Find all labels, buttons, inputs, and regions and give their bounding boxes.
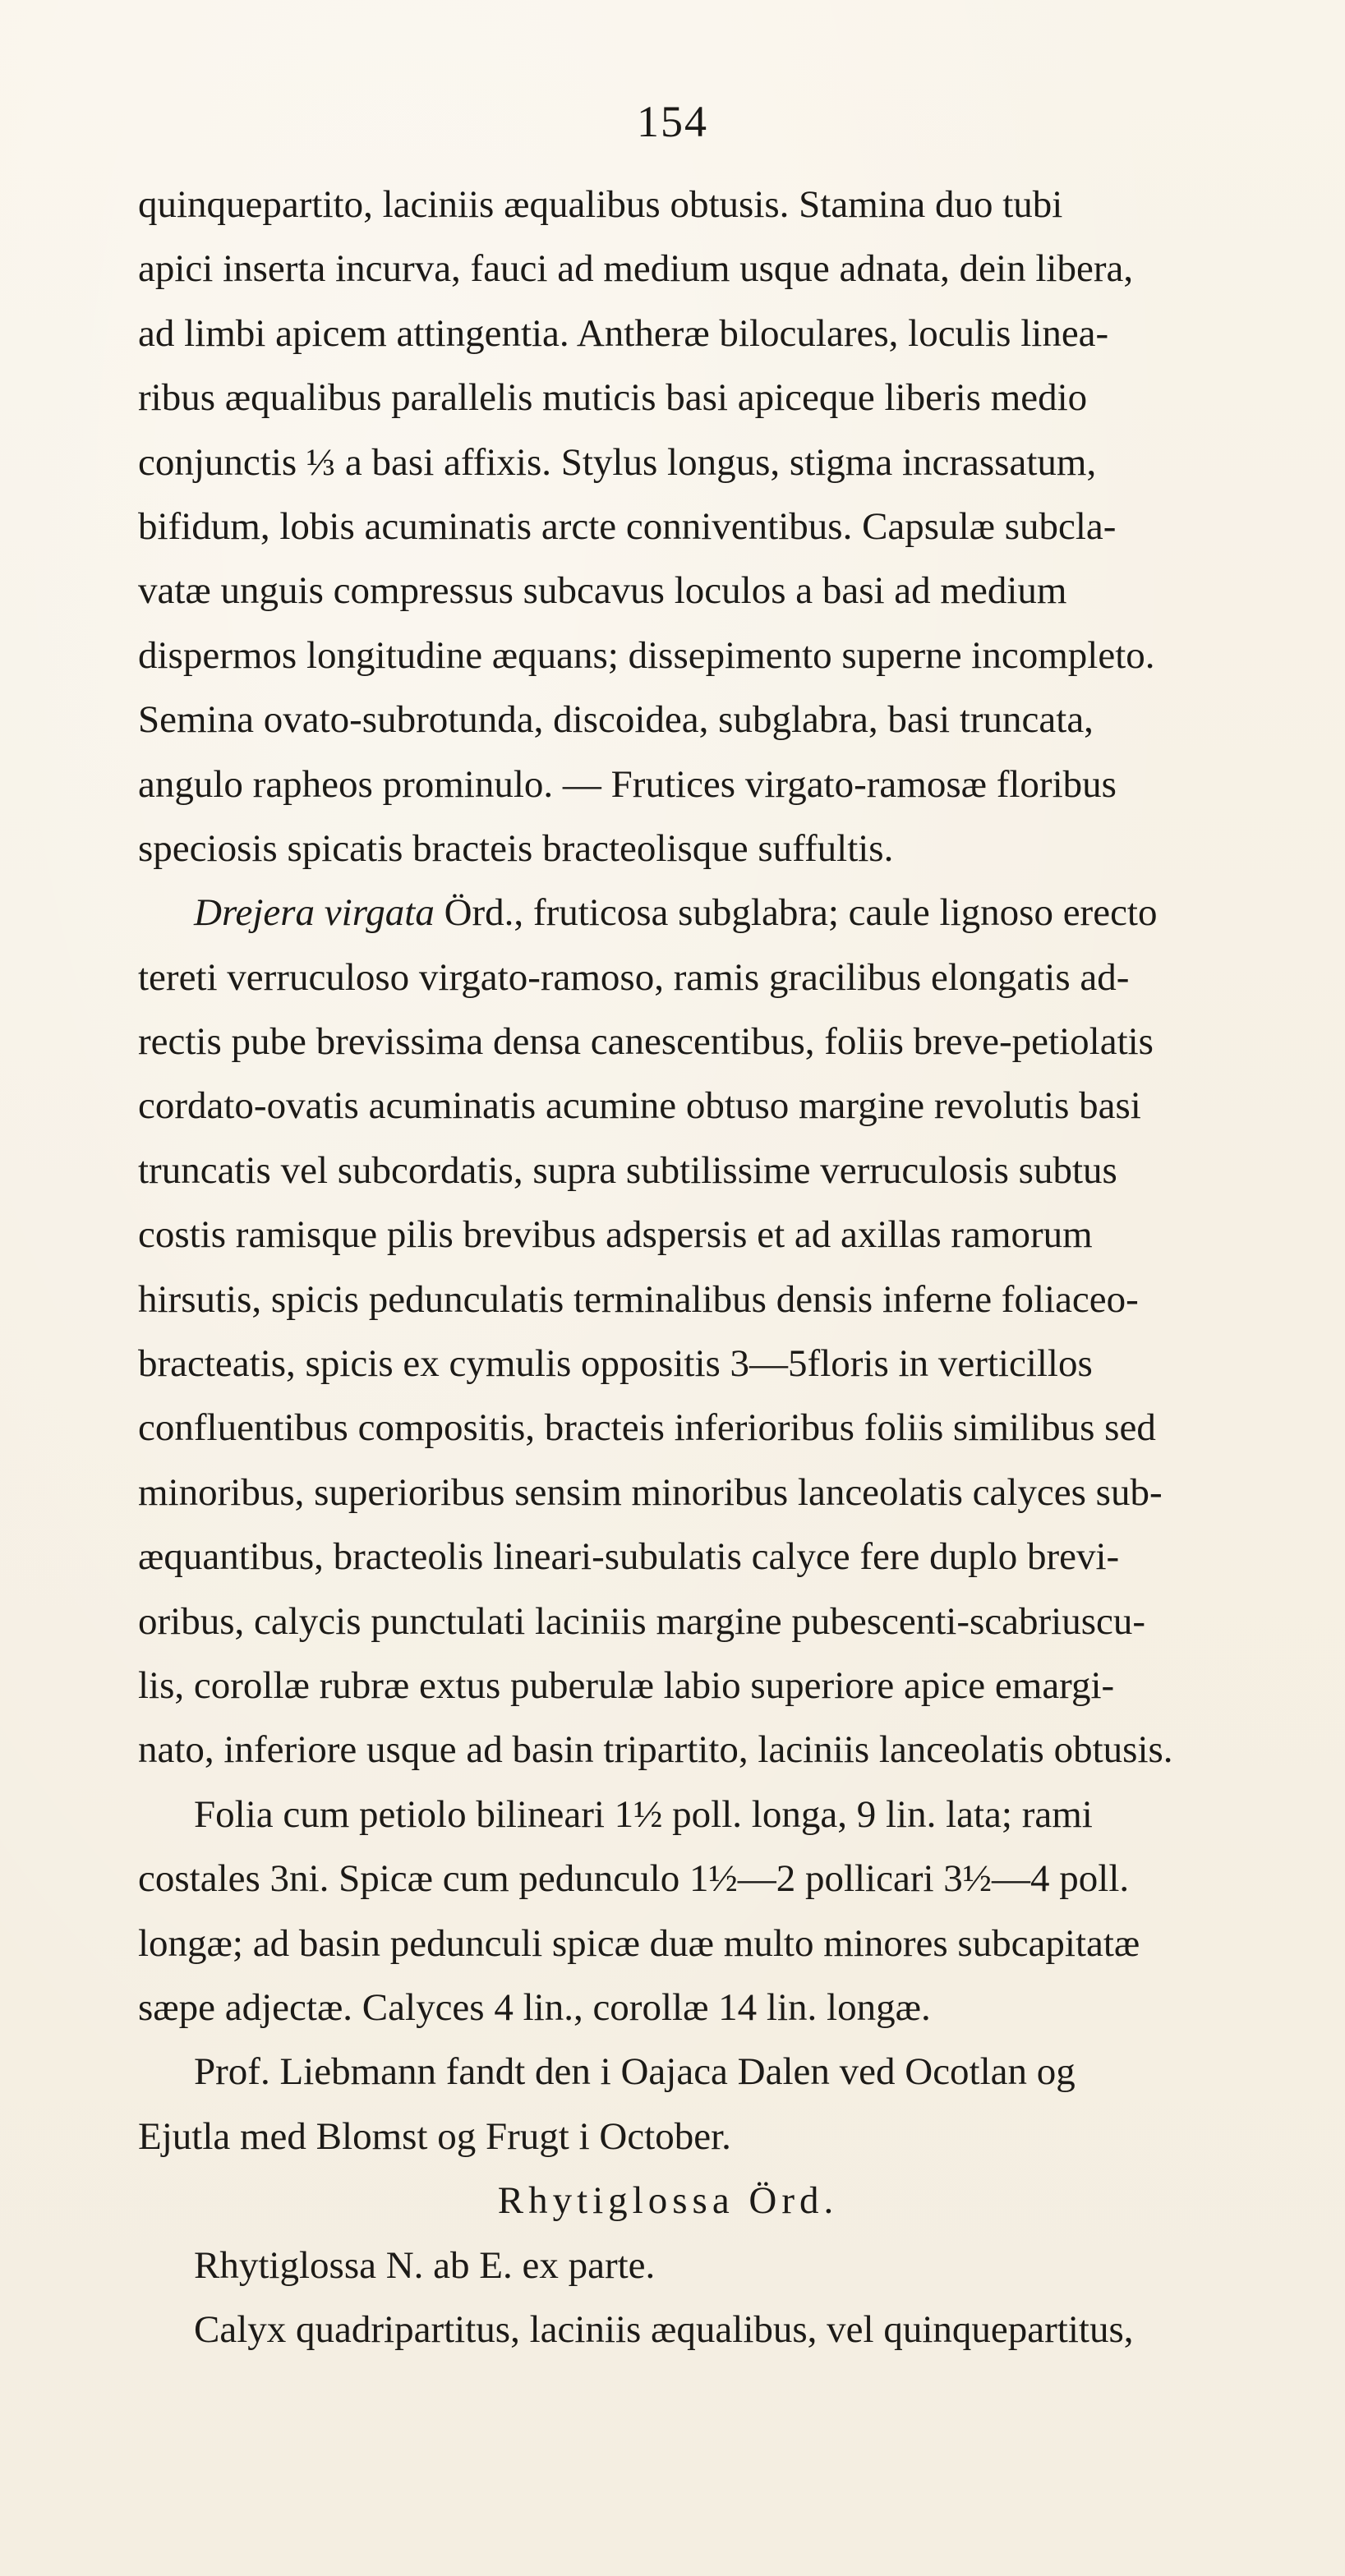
- genus-heading: Rhytiglossa Örd.: [497, 2179, 839, 2223]
- text-line: bracteatis, spicis ex cymulis oppositis 3—5floris in verticillos: [138, 1342, 1093, 1386]
- text-line: nato, inferiore usque ad basin tripartito, laciniis lanceolatis obtusis.: [138, 1728, 1173, 1772]
- text-line: minoribus, superioribus sensim minoribus lanceolatis calyces sub-: [138, 1470, 1163, 1514]
- text-line: cordato-ovatis acuminatis acumine obtuso margine revolutis basi: [138, 1084, 1141, 1128]
- text-line: quinquepartito, laciniis æqualibus obtusis. Stamina duo tubi: [138, 183, 1063, 226]
- text-line: dispermos longitudine æquans; dissepimento superne incompleto.: [138, 633, 1155, 677]
- text-line: Semina ovato-subrotunda, discoidea, subglabra, basi truncata,: [138, 698, 1094, 742]
- text-line: apici inserta incurva, fauci ad medium usque adnata, dein libera,: [138, 247, 1134, 291]
- text-line: speciosis spicatis bracteis bracteolisque suffultis.: [138, 826, 894, 870]
- text-line: sæpe adjectæ. Calyces 4 lin., corollæ 14 lin. longæ.: [138, 1985, 931, 2029]
- species-name: Drejera virgata: [194, 891, 435, 935]
- text-line: costales 3ni. Spicæ cum pedunculo 1½—2 pollicari 3½—4 poll.: [138, 1857, 1130, 1901]
- text-line: Folia cum petiolo bilineari 1½ poll. longa, 9 lin. lata; rami: [194, 1792, 1093, 1836]
- page-number: 154: [637, 97, 708, 146]
- text-line: ribus æqualibus parallelis muticis basi apiceque liberis medio: [138, 376, 1088, 420]
- text-line: Calyx quadripartitus, laciniis æqualibus, vel quinquepartitus,: [194, 2307, 1134, 2351]
- text-line: ad limbi apicem attingentia. Antheræ biloculares, loculis linea-: [138, 311, 1109, 355]
- text-line: Prof. Liebmann fandt den i Oajaca Dalen ved Ocotlan og: [194, 2050, 1076, 2094]
- text-line: conjunctis ⅓ a basi affixis. Stylus longus, stigma incrassatum,: [138, 440, 1097, 484]
- text-line: vatæ unguis compressus subcavus loculos a basi ad medium: [138, 569, 1067, 613]
- text-line: longæ; ad basin pedunculi spicæ duæ multo minores subcapitatæ: [138, 1921, 1140, 1965]
- text-line: oribus, calycis punctulati laciniis margine pubescenti-scabriuscu-: [138, 1599, 1145, 1643]
- text-line: Rhytiglossa N. ab E. ex parte.: [194, 2243, 656, 2287]
- text-line: rectis pube brevissima densa canescentibus, foliis breve-petiolatis: [138, 1020, 1154, 1064]
- species-description-first-line: [138, 881, 1345, 945]
- text-line: tereti verruculoso virgato-ramoso, ramis gracilibus elongatis ad-: [138, 955, 1130, 999]
- text-line: bifidum, lobis acuminatis arcte conniventibus. Capsulæ subcla-: [138, 504, 1117, 548]
- text-line: angulo rapheos prominulo. — Frutices virgato-ramosæ floribus: [138, 762, 1117, 806]
- body-text: [138, 172, 1345, 2362]
- text-line: truncatis vel subcordatis, supra subtilissime verruculosis subtus: [138, 1148, 1117, 1192]
- text-line: æquantibus, bracteolis lineari-subulatis calyce fere duplo brevi-: [138, 1535, 1120, 1579]
- text-line: confluentibus compositis, bracteis inferioribus foliis similibus sed: [138, 1406, 1156, 1450]
- species-first-line-rest: Örd., fruticosa subglabra; caule lignoso erecto: [434, 891, 1158, 935]
- text-line: hirsutis, spicis pedunculatis terminalibus densis inferne foliaceo-: [138, 1277, 1139, 1321]
- text-line: lis, corollæ rubræ extus puberulæ labio superiore apice emargi-: [138, 1663, 1115, 1707]
- text-line: costis ramisque pilis brevibus adspersis et ad axillas ramorum: [138, 1213, 1093, 1257]
- text-line: Ejutla med Blomst og Frugt i October.: [138, 2114, 731, 2158]
